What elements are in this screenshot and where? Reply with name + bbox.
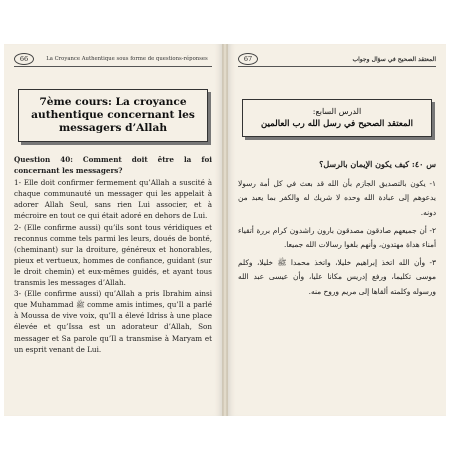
left-chapter-title: 7ème cours: La croyance authentique concernant les messagers d’Allah [18, 89, 208, 142]
left-running-head [14, 52, 212, 67]
left-page [4, 44, 223, 416]
right-page-number: 67 [238, 53, 258, 65]
open-book [4, 44, 446, 416]
left-running-head-text: La Croyance Authentique sous forme de questions-réponses [46, 56, 208, 62]
right-question: س ٤٠: كيف يكون الإيمان بالرسل؟ [319, 159, 436, 169]
right-paragraph-2: ٢- أن جميعهم صادقون مصدقون بارون راشدون كرام بررة أتقياء أمناء هداة مهتدون، وأنهم بلغوا رسالات الله جميعا. [238, 225, 436, 250]
left-page-number: 66 [14, 53, 34, 65]
left-paragraph-1: 1- Elle doit confirmer fermement qu’Allah a suscité à chaque communauté un messager qui les appelait à adorer Allah Seul, sans rien Lui associer, et à mécroire en tout ce qui était adoré en dehors de Lui. [14, 178, 212, 221]
right-body [238, 157, 436, 299]
right-chapter-title [242, 99, 432, 137]
right-paragraph-1: ١- يكون بالتصديق الجازم بأن الله قد بعث في كل أمة رسولا يدعوهم إلى عبادة الله وحده لا شريك له والكفر بما يعبد من دونه. [238, 179, 436, 217]
left-paragraph-2: 2- (Elle confirme aussi) qu’ils sont tous véridiques et reconnus comme tels parmi les leurs, doués de bonté, (cheminant) sur la droiture, généreux et honorables, pieux et vertueux, hommes de confiance, guidant (sur le droit chemin) et eux-mêmes guidés, et ayant tous transmis les messages d’Allah. [14, 222, 212, 288]
left-question: Question 40: Comment doit être la foi concernant les messagers? [14, 155, 212, 176]
left-paragraph-3: 3- (Elle confirme aussi) qu’Allah a pris Ibrahim ainsi que Muhammad ﷺ comme amis intimes, qu’Il a parlé à Moussa de vive voix, qu’Il a élevé Idriss à une place élevée et qu’Issa est un adorateur d’Allah, Son messager et Sa parole qu’Il a transmise à Maryam et un esprit venant de Lui. [14, 289, 212, 354]
right-running-head-text: المعتقد الصحيح في سؤال وجواب [352, 55, 436, 63]
left-body [14, 154, 212, 355]
right-paragraph-3: ٣- وأن الله اتخذ إبراهيم خليلا، واتخذ محمدا ﷺ خليلا، وكلم موسى تكليما، ورفع إدريس مكانا عليا، وأن عيسى عبد الله ورسوله وكلمته ألقاها إلى مريم وروح منه. [238, 258, 436, 296]
right-title-line-2: المعتقد الصحيح في رسل الله رب العالمين [261, 119, 413, 129]
right-title-line-1: الدرس السابع: [312, 107, 362, 116]
right-running-head [238, 52, 436, 67]
right-page [227, 44, 446, 416]
